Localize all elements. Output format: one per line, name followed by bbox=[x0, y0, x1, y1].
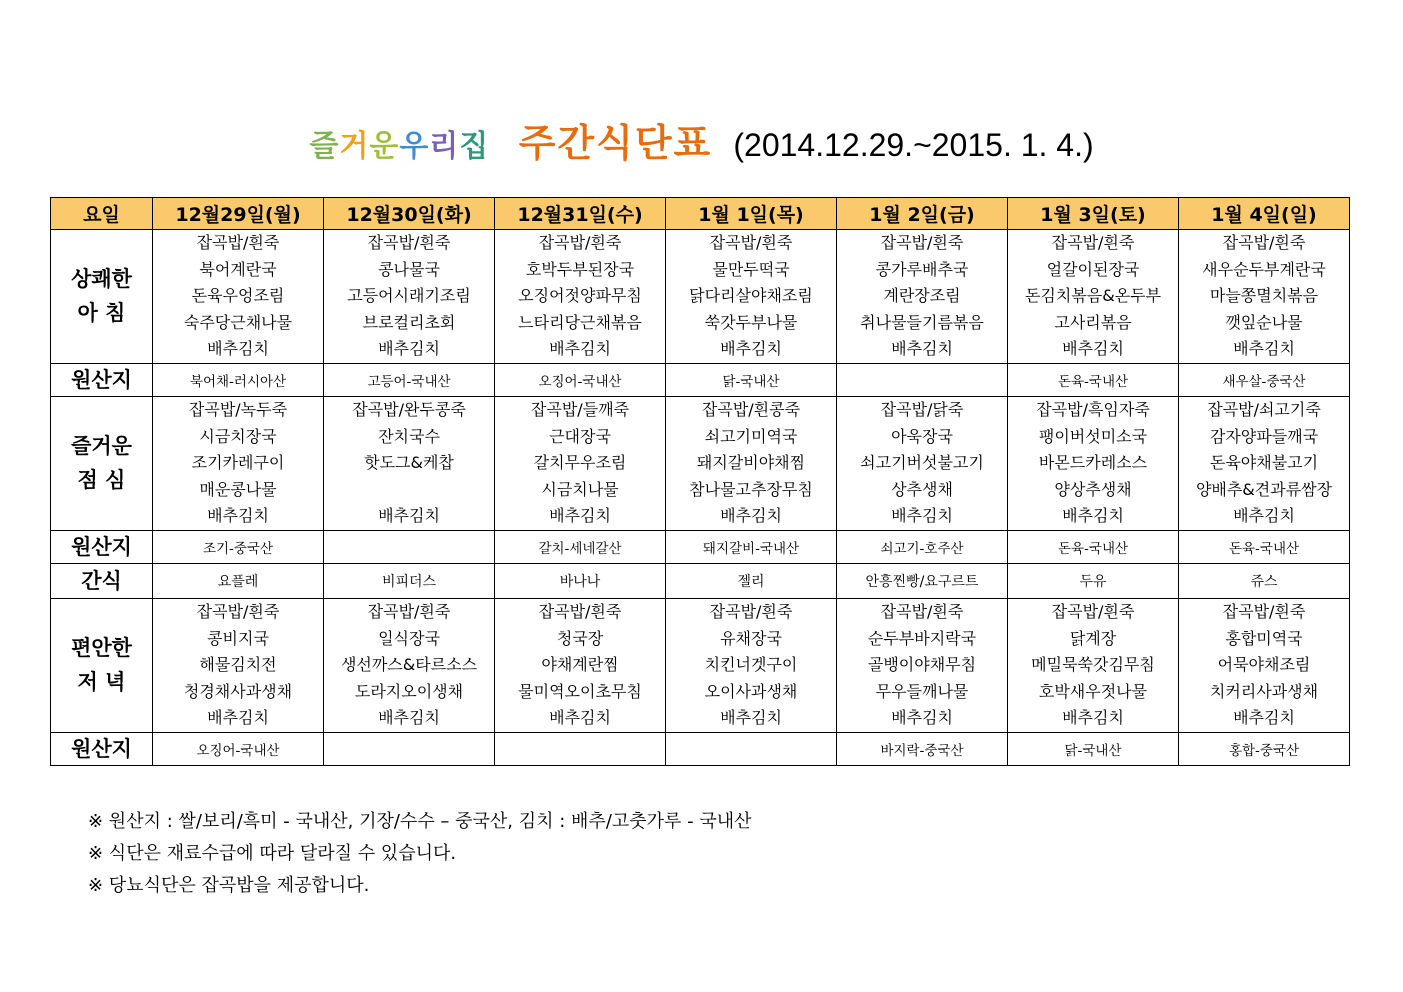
day-header: 1월 4일(일) bbox=[1179, 198, 1350, 230]
breakfast-cell bbox=[1008, 230, 1179, 364]
lunch-cell bbox=[666, 396, 837, 530]
menu-item: 아욱장국 bbox=[891, 426, 953, 446]
origin-cell bbox=[324, 530, 495, 563]
menu-item: 잡곡밥/흰죽 bbox=[538, 233, 622, 252]
lunch-cell bbox=[153, 396, 324, 530]
menu-item: 배추김치 bbox=[1062, 339, 1124, 359]
snack-cell: 두유 bbox=[1008, 563, 1179, 598]
dinner-cell bbox=[666, 598, 837, 732]
dinner-cell bbox=[1008, 598, 1179, 732]
lunch-cell bbox=[324, 396, 495, 530]
dinner-cell bbox=[1179, 598, 1350, 732]
menu-item: 잡곡밥/흰죽 bbox=[1051, 601, 1135, 621]
menu-item: 배추김치 bbox=[207, 339, 269, 359]
breakfast-cell bbox=[153, 230, 324, 364]
menu-item: 오징어젓양파무침 bbox=[518, 286, 642, 306]
label-line: 점 심 bbox=[77, 468, 126, 493]
origin-cell: 갈치-세네갈산 bbox=[495, 530, 666, 563]
menu-item: 얼갈이된장국 bbox=[1046, 259, 1140, 279]
note-line: ※ 당뇨식단은 잡곡밥을 제공합니다. bbox=[88, 875, 370, 896]
breakfast-cell bbox=[666, 230, 837, 364]
menu-item: 바몬드카레소스 bbox=[1038, 453, 1148, 473]
menu-item: 팽이버섯미소국 bbox=[1038, 426, 1148, 446]
menu-item: 배추김치 bbox=[549, 339, 611, 359]
origin-cell: 돈육-국내산 bbox=[1008, 363, 1179, 396]
lunch-cell bbox=[495, 396, 666, 530]
menu-item: 숙주당근채나물 bbox=[183, 312, 293, 332]
origin-cell bbox=[495, 732, 666, 765]
note-line: ※ 원산지 : 쌀/보리/흑미 - 국내산, 기장/수수 – 중국산, 김치 : 배추/고춧가루 - 국내산 bbox=[88, 811, 752, 832]
menu-item: 브로컬리초회 bbox=[362, 312, 456, 332]
origin-cell: 쇠고기-호주산 bbox=[837, 530, 1008, 563]
menu-item: 잡곡밥/흰죽 bbox=[196, 601, 280, 621]
menu-item: 치커리사과생채 bbox=[1209, 681, 1319, 701]
origin-cell: 돈육-국내산 bbox=[1008, 530, 1179, 563]
origin-cell: 새우살-중국산 bbox=[1179, 363, 1350, 396]
menu-item: 배추김치 bbox=[549, 708, 611, 728]
menu-item: 무우들깨나물 bbox=[875, 681, 969, 701]
menu-item: 배추김치 bbox=[891, 506, 953, 526]
menu-item: 참나물고추장무침 bbox=[689, 479, 813, 499]
menu-item: 순두부바지락국 bbox=[867, 628, 977, 648]
menu-item: 호박두부된장국 bbox=[525, 259, 635, 279]
menu-item: 양상추생채 bbox=[1054, 479, 1132, 499]
menu-item: 잡곡밥/흰죽 bbox=[1051, 233, 1135, 252]
menu-item: 계란장조림 bbox=[883, 286, 961, 306]
menu-item: 생선까스&타르소스 bbox=[340, 655, 478, 675]
lunch-origin-row bbox=[51, 530, 1350, 563]
menu-item: 배추김치 bbox=[207, 708, 269, 728]
lunch-row bbox=[51, 396, 1350, 530]
menu-item: 물만두떡국 bbox=[712, 259, 790, 279]
origin-cell: 돈육-국내산 bbox=[1179, 530, 1350, 563]
menu-item: 닭계장 bbox=[1069, 628, 1117, 648]
dinner-cell bbox=[324, 598, 495, 732]
menu-item: 쇠고기버섯불고기 bbox=[860, 453, 984, 473]
dinner-label bbox=[51, 598, 153, 732]
menu-item: 돈육야채불고기 bbox=[1209, 453, 1319, 473]
lunch-cell bbox=[837, 396, 1008, 530]
breakfast-cell bbox=[1179, 230, 1350, 364]
dinner-cell bbox=[153, 598, 324, 732]
menu-item: 잡곡밥/닭죽 bbox=[880, 399, 964, 419]
menu-item: 핫도그&케찹 bbox=[364, 453, 454, 473]
menu-item: 양배추&견과류쌈장 bbox=[1195, 479, 1333, 499]
menu-item: 배추김치 bbox=[1233, 339, 1295, 359]
label-line: 즐거운 bbox=[71, 434, 132, 459]
brand-char: 집 bbox=[459, 129, 490, 164]
menu-item: 배추김치 bbox=[720, 506, 782, 526]
menu-item: 잡곡밥/녹두죽 bbox=[188, 399, 288, 419]
breakfast-cell bbox=[324, 230, 495, 364]
menu-item: 돈육우엉조림 bbox=[191, 286, 285, 306]
menu-item: 배추김치 bbox=[378, 339, 440, 359]
menu-title: 주간식단표 bbox=[518, 121, 713, 165]
breakfast-row bbox=[51, 230, 1350, 364]
menu-item: 야채계란찜 bbox=[541, 655, 619, 675]
lunch-cell bbox=[1008, 396, 1179, 530]
snack-cell: 요플레 bbox=[153, 563, 324, 598]
origin-cell bbox=[666, 732, 837, 765]
dinner-row bbox=[51, 598, 1350, 732]
menu-item: 배추김치 bbox=[549, 506, 611, 526]
menu-item: 잡곡밥/흰죽 bbox=[196, 233, 280, 252]
menu-item: 배추김치 bbox=[720, 339, 782, 359]
menu-item: 잡곡밥/흰죽 bbox=[709, 601, 793, 621]
breakfast-cell bbox=[495, 230, 666, 364]
day-header: 12월30일(화) bbox=[324, 198, 495, 230]
day-header: 1월 3일(토) bbox=[1008, 198, 1179, 230]
menu-item: 잡곡밥/들깨죽 bbox=[530, 399, 630, 419]
origin-cell: 고등어-국내산 bbox=[324, 363, 495, 396]
snack-cell: 바나나 bbox=[495, 563, 666, 598]
menu-item: 메밀묵쑥갓김무침 bbox=[1031, 655, 1155, 675]
menu-item: 해물김치전 bbox=[199, 655, 277, 675]
menu-item: 잡곡밥/흰죽 bbox=[709, 233, 793, 252]
label-line: 저 녁 bbox=[77, 670, 126, 695]
menu-item: 콩비지국 bbox=[207, 628, 269, 648]
menu-item: 잡곡밥/완두콩죽 bbox=[352, 399, 466, 419]
origin-cell: 닭-국내산 bbox=[666, 363, 837, 396]
brand-char: 운 bbox=[369, 129, 400, 164]
menu-item: 잡곡밥/흰콩죽 bbox=[701, 399, 801, 419]
menu-item: 잡곡밥/흑임자죽 bbox=[1036, 399, 1150, 419]
snack-cell: 비피더스 bbox=[324, 563, 495, 598]
menu-item: 감자양파들깨국 bbox=[1209, 426, 1319, 446]
snack-cell: 쥬스 bbox=[1179, 563, 1350, 598]
brand-char: 우 bbox=[399, 129, 430, 164]
menu-item: 배추김치 bbox=[1062, 708, 1124, 728]
menu-item: 느타리당근채볶음 bbox=[518, 312, 642, 332]
menu-item: 배추김치 bbox=[891, 339, 953, 359]
menu-item: 호박새우젓나물 bbox=[1038, 681, 1148, 701]
date-range: (2014.12.29.~2015. 1. 4.) bbox=[733, 127, 1094, 163]
menu-item: 고사리볶음 bbox=[1054, 312, 1132, 332]
lunch-cell bbox=[1179, 396, 1350, 530]
page-title bbox=[0, 112, 1403, 167]
menu-item: 유채장국 bbox=[720, 628, 782, 648]
menu-item: 골뱅이야채무침 bbox=[867, 655, 977, 675]
menu-item: 시금치나물 bbox=[541, 479, 619, 499]
menu-item: 물미역오이초무침 bbox=[518, 681, 642, 701]
menu-item: 잡곡밥/흰죽 bbox=[367, 233, 451, 252]
day-header: 1월 1일(목) bbox=[666, 198, 837, 230]
snack-cell: 젤리 bbox=[666, 563, 837, 598]
menu-item: 마늘쫑멸치볶음 bbox=[1209, 286, 1319, 306]
origin-label: 원산지 bbox=[51, 363, 153, 396]
menu-item: 배추김치 bbox=[378, 506, 440, 526]
menu-item: 근대장국 bbox=[549, 426, 611, 446]
snack-row bbox=[51, 563, 1350, 598]
menu-item: 고등어시래기조림 bbox=[347, 286, 471, 306]
menu-item: 배추김치 bbox=[891, 708, 953, 728]
snack-cell: 안흥찐빵/요구르트 bbox=[837, 563, 1008, 598]
menu-item: 북어계란국 bbox=[199, 259, 277, 279]
dinner-cell bbox=[837, 598, 1008, 732]
menu-item: 매운콩나물 bbox=[199, 479, 277, 499]
menu-item: 잡곡밥/쇠고기죽 bbox=[1207, 399, 1321, 419]
menu-item: 새우순두부계란국 bbox=[1202, 259, 1326, 279]
breakfast-label bbox=[51, 230, 153, 364]
label-line: 편안한 bbox=[71, 636, 132, 661]
menu-item bbox=[324, 477, 494, 504]
dinner-cell bbox=[495, 598, 666, 732]
brand-char: 즐 bbox=[309, 129, 340, 164]
snack-label: 간식 bbox=[51, 563, 153, 598]
menu-item: 돼지갈비야채찜 bbox=[696, 453, 806, 473]
weekly-menu-table bbox=[50, 197, 1350, 766]
notes bbox=[88, 806, 752, 902]
note-line: ※ 식단은 재료수급에 따라 달라질 수 있습니다. bbox=[88, 843, 457, 864]
day-header: 1월 2일(금) bbox=[837, 198, 1008, 230]
origin-cell: 돼지갈비-국내산 bbox=[666, 530, 837, 563]
menu-item: 갈치무우조림 bbox=[533, 453, 627, 473]
menu-item: 배추김치 bbox=[720, 708, 782, 728]
menu-item: 잡곡밥/흰죽 bbox=[1222, 233, 1306, 252]
origin-cell: 바지락-중국산 bbox=[837, 732, 1008, 765]
brand-char: 리 bbox=[429, 129, 460, 164]
menu-item: 시금치장국 bbox=[199, 426, 277, 446]
origin-label: 원산지 bbox=[51, 732, 153, 765]
brand-char: 거 bbox=[339, 129, 370, 164]
menu-item: 취나물들기름볶음 bbox=[860, 312, 984, 332]
dinner-origin-row bbox=[51, 732, 1350, 765]
menu-item: 오이사과생채 bbox=[704, 681, 798, 701]
origin-label: 원산지 bbox=[51, 530, 153, 563]
menu-item: 잡곡밥/흰죽 bbox=[538, 601, 622, 621]
day-header-label: 요일 bbox=[51, 198, 153, 230]
origin-cell bbox=[837, 363, 1008, 396]
menu-item: 청경채사과생채 bbox=[183, 681, 293, 701]
menu-item: 깻잎순나물 bbox=[1225, 312, 1303, 332]
label-line: 아 침 bbox=[77, 301, 126, 326]
menu-item: 일식장국 bbox=[378, 628, 440, 648]
label-line: 상쾌한 bbox=[71, 267, 132, 292]
brand-name bbox=[309, 129, 500, 164]
origin-cell: 오징어-국내산 bbox=[153, 732, 324, 765]
menu-item: 배추김치 bbox=[378, 708, 440, 728]
breakfast-cell bbox=[837, 230, 1008, 364]
menu-item: 닭다리살야채조림 bbox=[689, 286, 813, 306]
day-header: 12월31일(수) bbox=[495, 198, 666, 230]
origin-cell bbox=[324, 732, 495, 765]
menu-item: 배추김치 bbox=[1233, 708, 1295, 728]
origin-cell: 조기-중국산 bbox=[153, 530, 324, 563]
menu-item: 잡곡밥/흰죽 bbox=[880, 601, 964, 621]
origin-cell: 오징어-국내산 bbox=[495, 363, 666, 396]
day-header: 12월29일(월) bbox=[153, 198, 324, 230]
menu-item: 배추김치 bbox=[207, 506, 269, 526]
header-row bbox=[51, 198, 1350, 230]
menu-item: 콩가루배추국 bbox=[875, 259, 969, 279]
menu-item: 홍합미역국 bbox=[1225, 628, 1303, 648]
menu-item: 잡곡밥/흰죽 bbox=[880, 233, 964, 252]
menu-item: 잡곡밥/흰죽 bbox=[1222, 601, 1306, 621]
menu-item: 조기카레구이 bbox=[191, 453, 285, 473]
menu-item: 잡곡밥/흰죽 bbox=[367, 601, 451, 621]
breakfast-origin-row bbox=[51, 363, 1350, 396]
menu-item: 쇠고기미역국 bbox=[704, 426, 798, 446]
origin-cell: 닭-국내산 bbox=[1008, 732, 1179, 765]
menu-item: 돈김치볶음&온두부 bbox=[1024, 286, 1162, 306]
menu-item: 어묵야채조림 bbox=[1217, 655, 1311, 675]
menu-item: 잔치국수 bbox=[378, 426, 440, 446]
menu-item: 청국장 bbox=[556, 628, 604, 648]
menu-item: 배추김치 bbox=[1062, 506, 1124, 526]
lunch-label bbox=[51, 396, 153, 530]
menu-item: 콩나물국 bbox=[378, 259, 440, 279]
origin-cell: 홍합-중국산 bbox=[1179, 732, 1350, 765]
menu-item: 쑥갓두부나물 bbox=[704, 312, 798, 332]
menu-item: 도라지오이생채 bbox=[354, 681, 464, 701]
menu-item: 치킨너겟구이 bbox=[704, 655, 798, 675]
menu-item: 상추생채 bbox=[891, 479, 953, 499]
menu-item: 배추김치 bbox=[1233, 506, 1295, 526]
origin-cell: 북어채-러시아산 bbox=[153, 363, 324, 396]
